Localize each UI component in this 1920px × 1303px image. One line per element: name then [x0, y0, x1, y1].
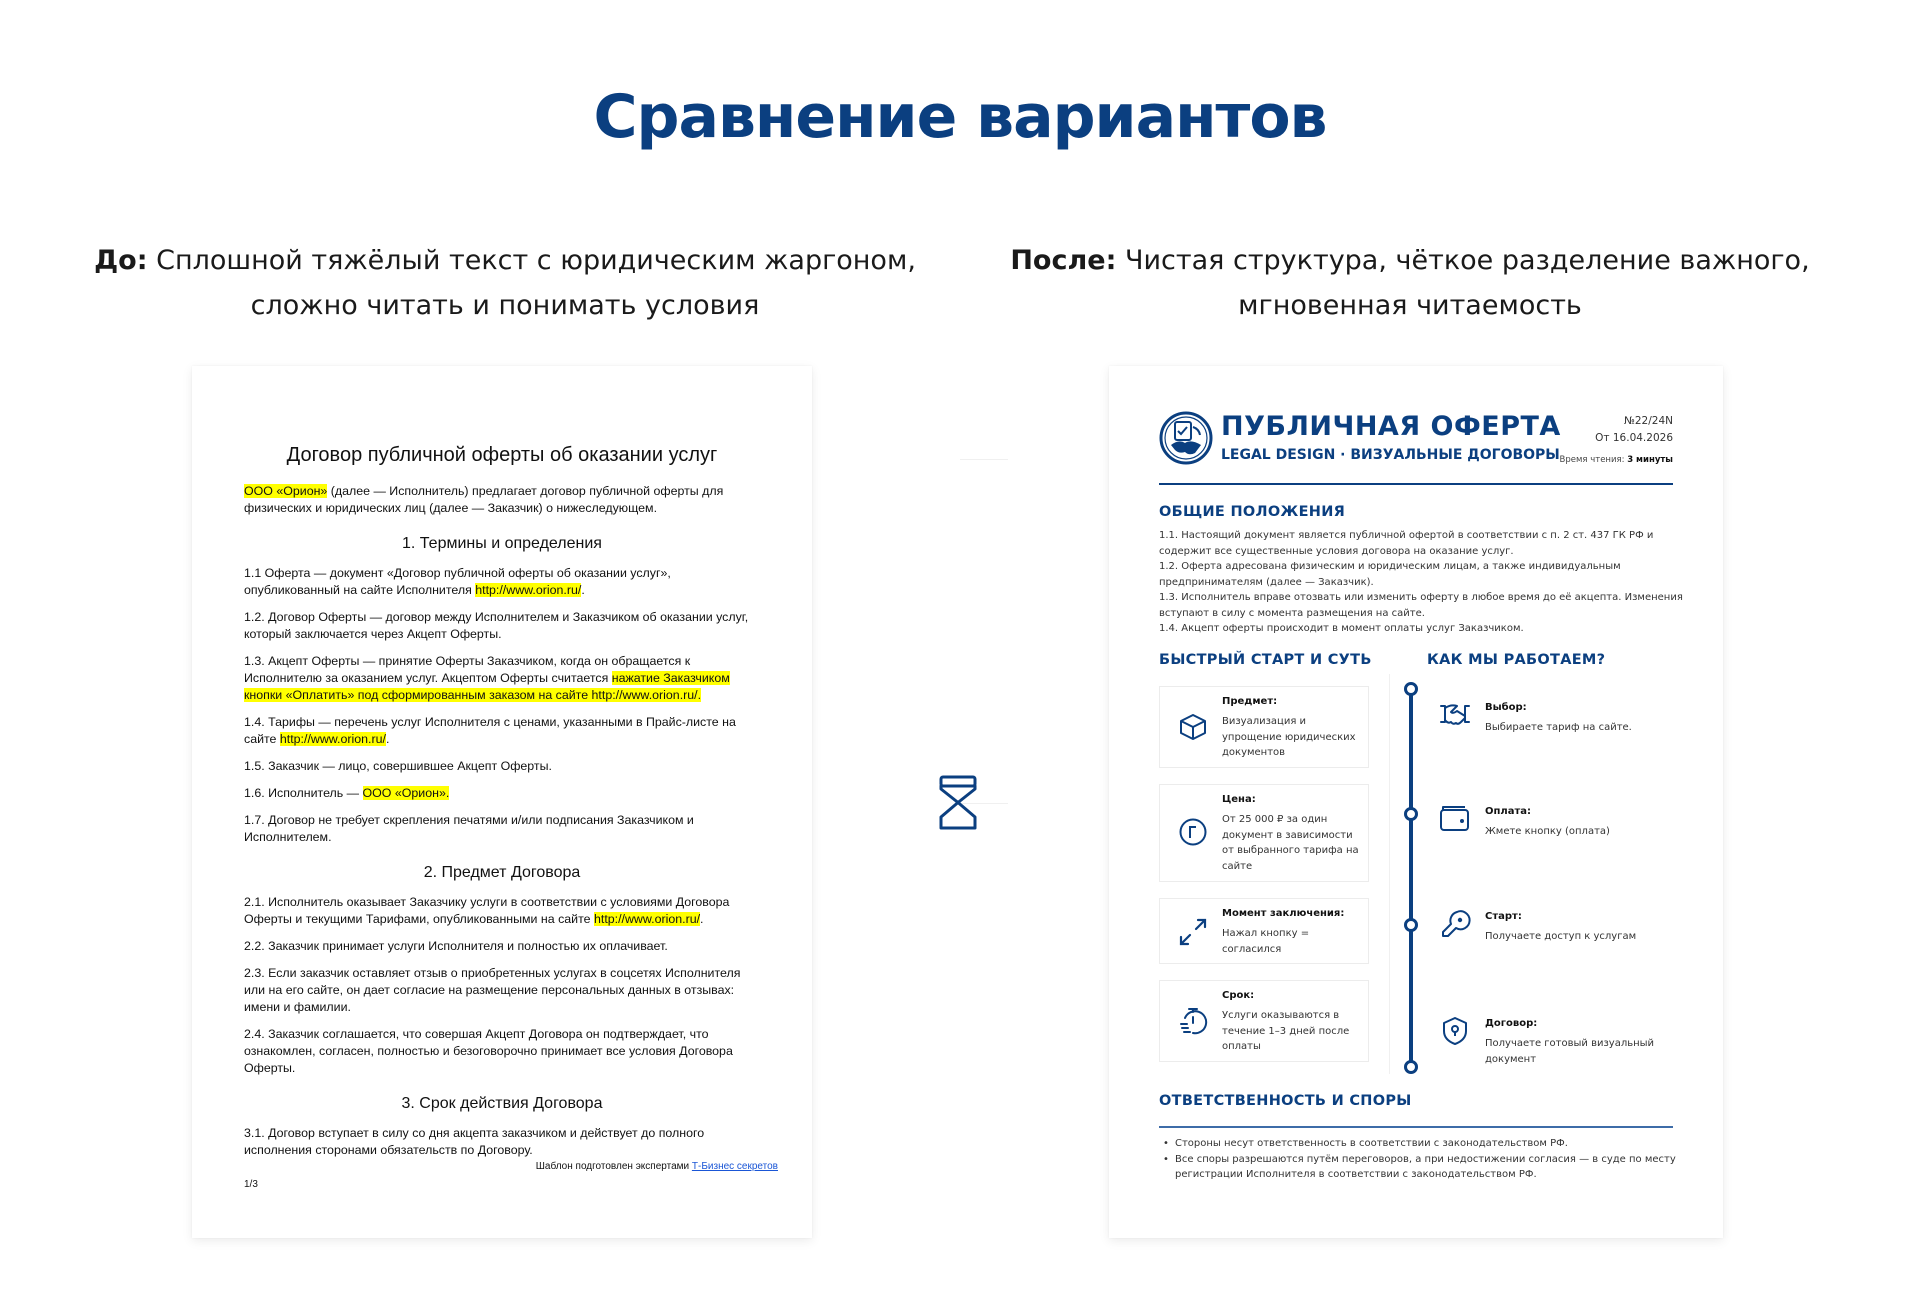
- cube-icon: [1178, 712, 1208, 742]
- reading-time-value: 3 минуты: [1627, 455, 1673, 465]
- caption-after-text: Чистая структура, чёткое разделение важного, мгновенная читаемость: [1124, 245, 1810, 321]
- section-heading-general: ОБЩИЕ ПОЛОЖЕНИЯ: [1159, 504, 1346, 520]
- stopwatch-icon: [1178, 1006, 1208, 1036]
- page-number: 1/3: [244, 1179, 258, 1190]
- list-item: • Все споры разрешаются путём переговоров, а при недостижении согласия — в суде по месту регистрации Исполнителя в соответствии с законодательством РФ.: [1159, 1152, 1683, 1183]
- card-title: Момент заключения:: [1222, 908, 1345, 919]
- timeline-line: [1409, 689, 1413, 1070]
- before-document: [192, 366, 812, 1238]
- before-intro: [244, 483, 760, 517]
- before-paragraph: [244, 714, 760, 748]
- paragraph-text: .: [700, 912, 704, 926]
- section-heading-liability: ОТВЕТСТВЕННОСТЬ И СПОРЫ: [1159, 1093, 1412, 1109]
- reading-time: [1560, 455, 1673, 465]
- timeline-panel: [1389, 674, 1401, 1074]
- handshake-icon: [1439, 700, 1471, 730]
- expand-arrows-icon: [1178, 917, 1208, 947]
- card-title: Срок:: [1222, 990, 1255, 1001]
- step-title: Договор:: [1485, 1018, 1538, 1029]
- liability-list: [1159, 1136, 1683, 1183]
- before-section-heading: 2. Предмет Договора: [423, 864, 581, 881]
- card-price: [1159, 784, 1369, 882]
- caption-after-label: После:: [1010, 245, 1117, 276]
- step-title: Оплата:: [1485, 806, 1532, 817]
- step-text: Выбираете тариф на сайте.: [1485, 722, 1632, 733]
- doc-date: От 16.04.2026: [1595, 432, 1673, 444]
- step-title: Старт:: [1485, 911, 1522, 922]
- caption-before-label: До:: [94, 245, 148, 276]
- before-paragraph: 1.2. Договор Оферты — договор между Исполнителем и Заказчиком об оказании услуг, который заключается через Акцепт Оферты.: [244, 610, 749, 641]
- step-text: Получаете доступ к услугам: [1485, 931, 1637, 942]
- caption-after: [975, 238, 1845, 328]
- reading-time-label: Время чтения:: [1559, 455, 1628, 465]
- before-section-heading: 1. Термины и определения: [402, 535, 602, 552]
- footer-text: Шаблон подготовлен экспертами: [535, 1161, 692, 1172]
- timeline-node: [1404, 807, 1418, 821]
- card-conclusion: [1159, 898, 1369, 964]
- caption-before: [60, 238, 950, 328]
- shield-icon: [1439, 1016, 1471, 1046]
- liability-divider: [1159, 1126, 1673, 1128]
- before-paragraph: [244, 653, 760, 704]
- before-doc-title: Договор публичной оферты об оказании услуг: [286, 444, 718, 466]
- general-item: 1.2. Оферта адресована физическим и юридическим лицам, а также индивидуальным предпринимателям (далее — Заказчик).: [1159, 561, 1621, 588]
- card-text: Услуги оказываются в течение 1–3 дней после оплаты: [1222, 1010, 1350, 1052]
- step-text: Жмете кнопку (оплата): [1485, 826, 1610, 837]
- before-paragraph: [244, 785, 760, 802]
- general-item: 1.1. Настоящий документ является публичной офертой в соответствии с п. 2 ст. 437 ГК РФ и содержит все существенные условия договора на оказание услуг.: [1159, 530, 1654, 557]
- paragraph-text: 1.4. Тарифы — перечень услуг Исполнителя с ценами, указанными в Прайс-листе на сайте: [244, 715, 736, 746]
- paragraph-text: 1.6. Исполнитель —: [244, 786, 363, 800]
- paragraph-text: .: [581, 583, 585, 597]
- list-item: • Стороны несут ответственность в соответствии с законодательством РФ.: [1159, 1136, 1683, 1152]
- card-text: Нажал кнопку = согласился: [1222, 928, 1310, 955]
- key-icon: [1439, 909, 1471, 939]
- paragraph-text: 1.1 Оферта — документ «Договор публичной оферты об оказании услуг», опубликованный на сайте Исполнителя: [244, 566, 671, 597]
- highlight: нажатие Заказчиком кнопки «Оплатить» под сформированным заказом на сайте http://www.orion.ru/.: [244, 671, 730, 702]
- general-text: [1159, 528, 1683, 637]
- paragraph-text: (далее — Исполнитель) предлагает договор публичной оферты для физических и юридических лиц (далее — Заказчик) о нижеследующем.: [244, 484, 724, 515]
- hourglass-icon: [938, 775, 978, 830]
- ruble-circle-icon: [1178, 817, 1208, 847]
- brand-title: ПУБЛИЧНАЯ ОФЕРТА: [1221, 411, 1561, 442]
- before-paragraph: 2.2. Заказчик принимает услуги Исполнителя и полностью их оплачивает.: [244, 939, 668, 953]
- card-text: Визуализация и упрощение юридических документов: [1222, 716, 1356, 758]
- highlight: ООО «Орион».: [362, 786, 450, 800]
- before-paragraph: 3.1. Договор вступает в силу со дня акцепта заказчиком и действует до полного исполнения сторонами обязательств по Договору.: [244, 1126, 705, 1157]
- paragraph-text: 2.1. Исполнитель оказывает Заказчику услуги в соответствии с условиями Договора Оферты и текущими Тарифами, опубликованными на сайте: [244, 895, 730, 926]
- caption-before-text: Сплошной тяжёлый текст с юридическим жаргоном, сложно читать и понимать условия: [156, 245, 916, 321]
- step-text: Получаете готовый визуальный документ: [1485, 1038, 1655, 1065]
- section-heading-how-we-work: КАК МЫ РАБОТАЕМ?: [1427, 652, 1606, 668]
- before-paragraph: [244, 894, 760, 928]
- wallet-icon: [1439, 804, 1471, 834]
- step-title: Выбор:: [1485, 702, 1527, 713]
- before-paragraph: 2.4. Заказчик соглашается, что совершая Акцепт Договора он подтверждает, что ознакомлен, согласен, полностью и безоговорочно принимает все условия Договора Оферты.: [244, 1027, 733, 1075]
- before-paragraph: 2.3. Если заказчик оставляет отзыв о приобретенных услугах в соцсетях Исполнителя или на его сайте, он дает согласие на размещение персональных данных в отзывах: имени и фамилии.: [244, 966, 741, 1014]
- before-footer: [536, 1161, 778, 1172]
- general-item: 1.4. Акцепт оферты происходит в момент оплаты услуг Заказчиком.: [1159, 623, 1524, 634]
- timeline-node: [1404, 918, 1418, 932]
- card-title: Цена:: [1222, 794, 1256, 805]
- doc-number: №22/24N: [1623, 415, 1673, 427]
- before-paragraph: 1.7. Договор не требует скрепления печатями и/или подписания Заказчиком и Исполнителем.: [244, 813, 694, 844]
- card-title: Предмет:: [1222, 696, 1278, 707]
- card-text: От 25 000 ₽ за один документ в зависимости от выбранного тарифа на сайте: [1222, 814, 1359, 872]
- paragraph-text: .: [385, 732, 390, 746]
- page-title: Сравнение вариантов: [593, 82, 1327, 152]
- highlight: http://www.orion.ru/: [593, 912, 701, 926]
- before-paragraph: 1.5. Заказчик — лицо, совершившее Акцепт Оферты.: [244, 759, 552, 773]
- before-paragraph: [244, 565, 760, 599]
- header-divider: [1159, 483, 1673, 485]
- highlight: http://www.orion.ru/: [279, 732, 386, 746]
- card-subject: [1159, 686, 1369, 768]
- highlight: ООО «Орион»: [244, 484, 328, 498]
- footer-link[interactable]: Т-Бизнес секретов: [691, 1161, 778, 1172]
- divider: [960, 459, 1008, 460]
- timeline-node: [1404, 682, 1418, 696]
- after-header: [1159, 411, 1673, 471]
- card-term: [1159, 980, 1369, 1062]
- timeline-node: [1404, 1060, 1418, 1074]
- section-heading-quick-start: БЫСТРЫЙ СТАРТ И СУТЬ: [1159, 652, 1372, 668]
- highlight: http://www.orion.ru/: [475, 583, 582, 597]
- brand-subtitle: LEGAL DESIGN · ВИЗУАЛЬНЫЕ ДОГОВОРЫ: [1221, 447, 1560, 463]
- general-item: 1.3. Исполнитель вправе отозвать или изменить оферту в любое время до её акцепта. Изменения вступают в силу с момента размещения на сайте.: [1159, 592, 1683, 619]
- logo-handshake-icon: [1159, 411, 1213, 465]
- before-section-heading: 3. Срок действия Договора: [401, 1095, 603, 1112]
- doc-meta: [1595, 413, 1673, 447]
- after-document: [1109, 366, 1723, 1238]
- paragraph-text: 1.3. Акцепт Оферты — принятие Оферты Заказчиком, когда он обращается к Исполнителю за оказанием услуг. Акцептом Оферты считается: [244, 654, 691, 685]
